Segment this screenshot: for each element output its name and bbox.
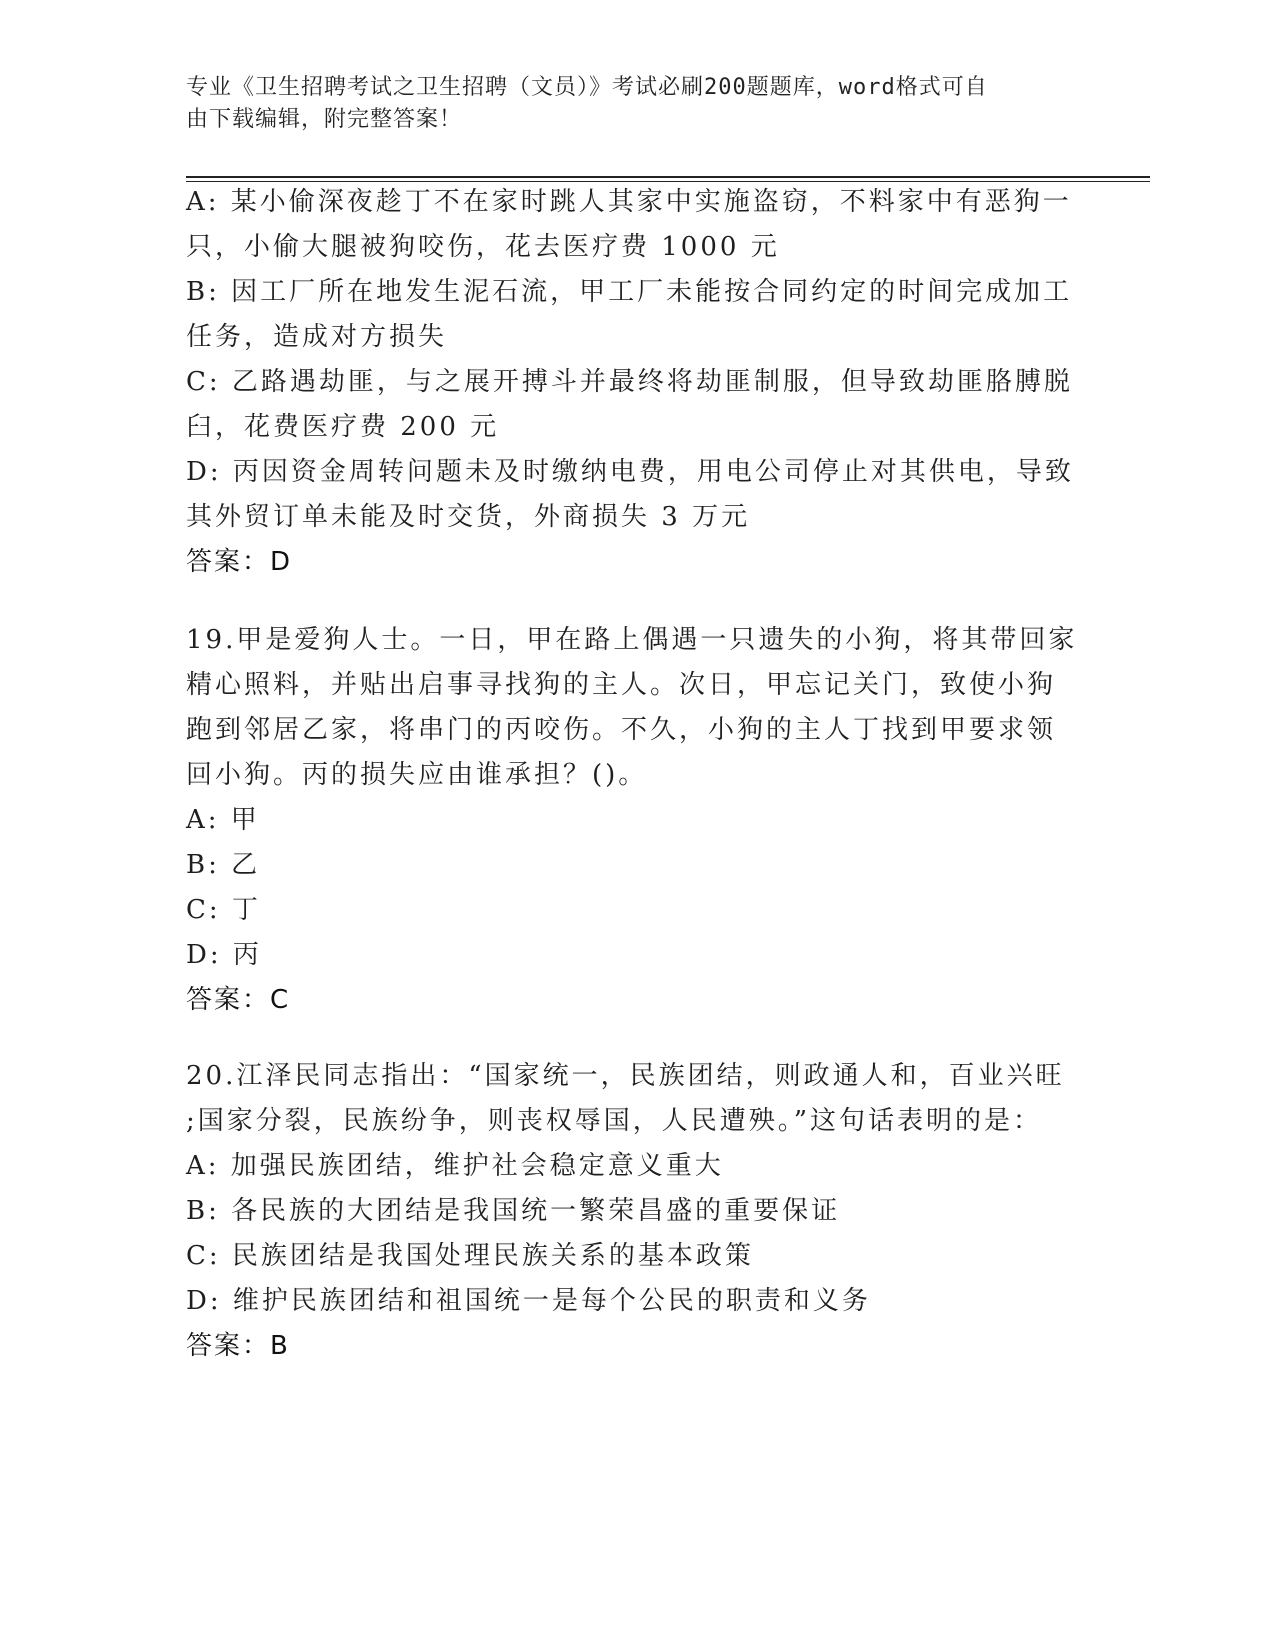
option-a: A: 甲: [186, 805, 260, 835]
question-stem-line-1: 20.江泽民同志指出：“国家统一，民族团结，则政通人和，百业兴旺: [186, 1061, 1065, 1091]
option-c-line-1: C: 乙路遇劫匪，与之展开搏斗并最终将劫匪制服，但导致劫匪胳膊脱: [186, 367, 1073, 397]
answer-line: 答案：B: [186, 1331, 290, 1361]
option-c: C: 民族团结是我国处理民族关系的基本政策: [186, 1241, 754, 1271]
option-b: B: 乙: [186, 850, 261, 880]
option-a: A: 加强民族团结，维护社会稳定意义重大: [186, 1151, 724, 1181]
option-d-line-1: D: 丙因资金周转问题未及时缴纳电费，用电公司停止对其供电，导致: [186, 457, 1074, 487]
option-d: D: 丙: [186, 940, 262, 970]
question-20: [186, 1054, 1086, 1369]
option-a-line-1: A: 某小偷深夜趁丁不在家时跳人其家中实施盗窃，不料家中有恶狗一: [186, 187, 1072, 217]
question-18: [186, 180, 1086, 585]
question-19: [186, 618, 1086, 1023]
question-stem-line-2: ;国家分裂，民族纷争，则丧权辱国，人民遭殃。”这句话表明的是：: [186, 1106, 1043, 1136]
option-d-line-2: 其外贸订单未能及时交货，外商损失 3 万元: [186, 502, 751, 532]
document-header: [186, 72, 1066, 136]
option-a-line-2: 只，小偷大腿被狗咬伤，花去医疗费 1000 元: [186, 232, 780, 262]
option-d: D: 维护民族团结和祖国统一是每个公民的职责和义务: [186, 1286, 871, 1316]
question-stem-line-2: 精心照料，并贴出启事寻找狗的主人。次日，甲忘记关门，致使小狗: [186, 670, 1057, 700]
question-stem-line-3: 跑到邻居乙家，将串门的丙咬伤。不久，小狗的主人丁找到甲要求领: [186, 715, 1057, 745]
question-stem-line-4: 回小狗。丙的损失应由谁承担？()。: [186, 760, 648, 790]
answer-line: 答案：D: [186, 547, 293, 577]
header-line-1: 专业《卫生招聘考试之卫生招聘（文员）》考试必刷200题题库，word格式可自: [186, 75, 988, 100]
option-b: B: 各民族的大团结是我国统一繁荣昌盛的重要保证: [186, 1196, 841, 1226]
answer-line: 答案：C: [186, 985, 291, 1015]
header-divider-thick: [186, 176, 1150, 178]
question-stem-line-1: 19.甲是爱狗人士。一日，甲在路上偶遇一只遗失的小狗，将其带回家: [186, 625, 1078, 655]
option-c-line-2: 臼，花费医疗费 200 元: [186, 412, 500, 442]
option-b-line-2: 任务，造成对方损失: [186, 322, 448, 352]
option-c: C: 丁: [186, 895, 261, 925]
header-line-2: 由下载编辑，附完整答案！: [186, 107, 463, 132]
option-b-line-1: B: 因工厂所在地发生泥石流，甲工厂未能按合同约定的时间完成加工: [186, 277, 1073, 307]
